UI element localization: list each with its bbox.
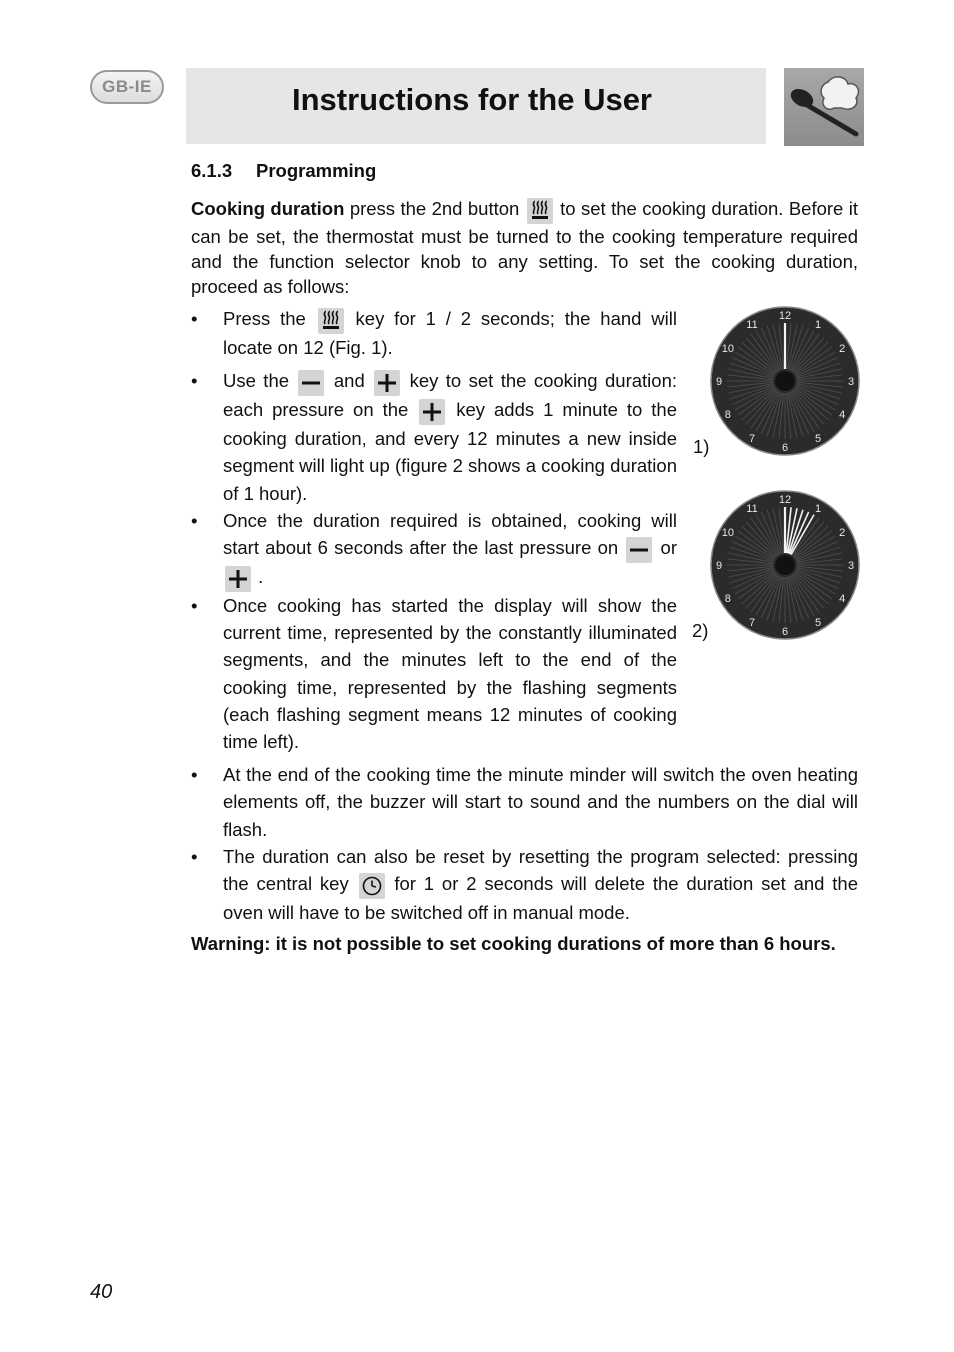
- list-item-text: The duration can also be reset by resetting the program selected: pressing the central key: [223, 845, 858, 895]
- dial-number: 4: [839, 593, 846, 605]
- dial-hub: [775, 371, 795, 391]
- dial-number: 11: [746, 318, 758, 331]
- page-number: 40: [90, 1281, 113, 1303]
- dial-number: 10: [721, 343, 734, 355]
- dial-number: 11: [746, 502, 758, 515]
- dial-hub: [775, 555, 795, 575]
- heat-waves-icon: [318, 308, 344, 334]
- dial-number: 1: [814, 502, 822, 515]
- dial-number: 5: [814, 433, 822, 446]
- list-item-text: or: [654, 537, 677, 559]
- dial-graphic: [710, 306, 860, 456]
- dial-number: 2: [839, 343, 846, 355]
- dial-number: 1: [814, 318, 822, 331]
- intro-lead: Cooking duration: [191, 198, 345, 219]
- dial-number: 2: [839, 527, 846, 539]
- list-item-text: key to set the cooking duration: each pressure on the: [223, 370, 678, 421]
- dial-number: 6: [781, 442, 789, 454]
- dial-number: 9: [715, 376, 723, 388]
- intro-paragraph: [191, 196, 858, 299]
- list-item-text: Use the: [223, 370, 297, 392]
- list-item: [191, 843, 858, 926]
- plus-icon: [225, 566, 251, 592]
- dial-number: 8: [724, 593, 731, 605]
- section-number: 6.1.3: [191, 160, 233, 181]
- figure-1-dial: [710, 306, 860, 456]
- list-item: [191, 592, 677, 755]
- intro-text-b: to set the cooking duration. Before it can be set, the thermostat must be turned to the cooking temperature required and the function selector knob to any setting. To set the cooking duration, proceed as follows:: [191, 198, 858, 297]
- dial-number: 4: [839, 409, 846, 421]
- dial-number: 10: [721, 527, 734, 539]
- dial-number: 9: [715, 560, 723, 572]
- figure-2-dial: [710, 490, 860, 640]
- list-item-text: for 1 or 2 seconds will delete the duration set and the oven will have to be switched off in manual mode.: [223, 873, 859, 924]
- plus-icon: [419, 399, 445, 425]
- plus-icon: [374, 370, 400, 396]
- dial-number: 3: [847, 376, 855, 388]
- list-item-text: key adds 1 minute to the cooking duration, and every 12 minutes a new inside segment will light up (figure 2 shows a cooking duration of 1 hour).: [223, 399, 677, 504]
- list-item-text: key for 1 / 2 seconds; the hand will locate on 12 (Fig. 1).: [223, 308, 677, 358]
- language-badge: GB-IE: [90, 70, 164, 104]
- list-item: [191, 305, 677, 361]
- dial-number: 7: [748, 617, 756, 630]
- section-title: Programming: [256, 160, 377, 181]
- section-heading: [191, 158, 858, 183]
- dial-number: 3: [847, 560, 855, 572]
- clock-icon: [359, 873, 385, 899]
- minus-icon: [298, 370, 324, 396]
- intro-text-a: press the 2nd button: [344, 198, 525, 219]
- page-title: Instructions for the User: [292, 82, 652, 117]
- dial-graphic: [710, 490, 860, 640]
- warning-note: Warning: it is not possible to set cooking durations of more than 6 hours.: [191, 933, 836, 954]
- chef-spoon-icon: [784, 68, 864, 146]
- list-item: [191, 761, 858, 843]
- dial-number: 12: [778, 494, 792, 506]
- dial-number: 7: [748, 433, 756, 446]
- dial-number: 12: [778, 310, 792, 322]
- figure-1-label: 1): [693, 436, 710, 457]
- list-item-text: .: [253, 566, 264, 588]
- minus-icon: [626, 537, 652, 563]
- list-item-text: Once the duration required is obtained, cooking will start about 6 seconds after the last pressure on: [223, 509, 677, 559]
- figure-2-label: 2): [692, 620, 709, 641]
- dial-number: 8: [724, 409, 731, 421]
- list-item-text: Once cooking has started the display will show the current time, represented by the constantly illuminated segments, and the minutes left to the end of the cooking time, represented by the flashing segments (each flashing segment means 12 minutes of cooking time left).: [223, 595, 677, 753]
- list-item-text: and: [326, 370, 373, 392]
- list-item-text: At the end of the cooking time the minute minder will switch the oven heating elements off, the buzzer will start to sound and the numbers on the dial will flash.: [223, 764, 858, 840]
- list-item-text: Press the: [223, 308, 316, 329]
- list-item: [191, 367, 677, 507]
- list-item: [191, 507, 677, 592]
- dial-number: 5: [814, 617, 822, 630]
- heat-waves-icon: [527, 198, 553, 224]
- dial-number: 6: [781, 626, 789, 638]
